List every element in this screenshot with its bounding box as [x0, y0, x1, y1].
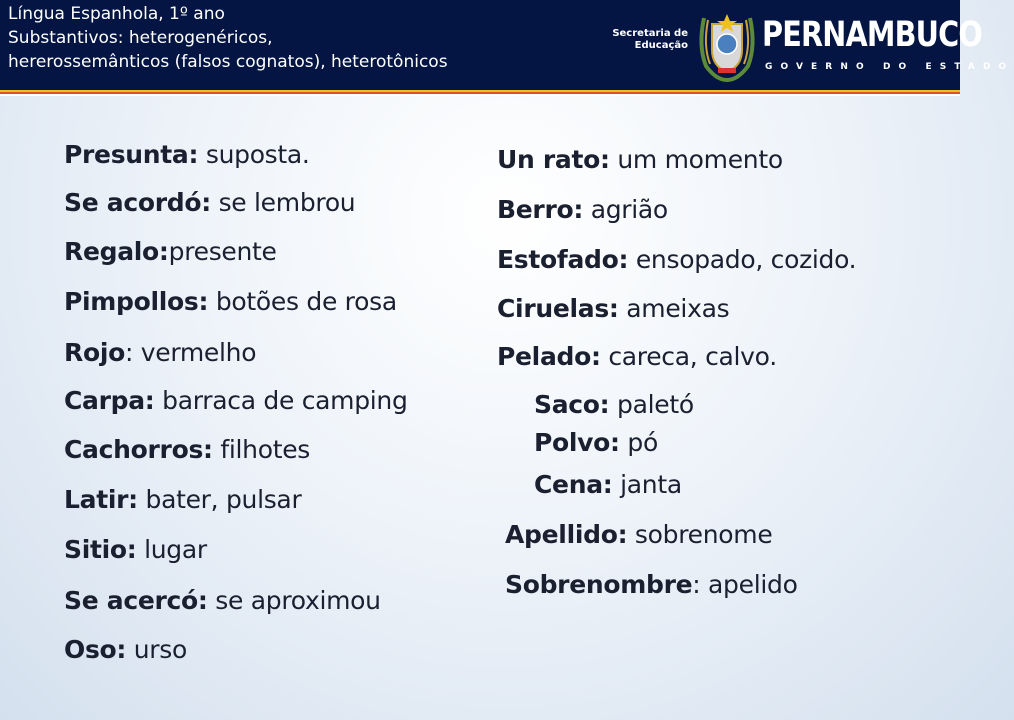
- vocab-meaning: filhotes: [212, 435, 311, 464]
- vocab-entry: [497, 145, 783, 174]
- vocab-entry: [64, 386, 408, 415]
- vocab-term: Apellido:: [505, 520, 628, 549]
- vocab-meaning: um momento: [609, 145, 783, 174]
- vocab-term: Berro:: [497, 195, 584, 224]
- vocab-entry: [64, 535, 207, 564]
- vocab-entry: [64, 237, 277, 266]
- title-line-2: Substantivos: heterogenéricos,: [8, 28, 273, 48]
- vocab-meaning: : vermelho: [124, 338, 257, 367]
- vocab-term: Oso:: [64, 635, 127, 664]
- vocab-entry: [497, 294, 729, 323]
- vocab-meaning: : apelido: [692, 570, 798, 599]
- vocab-entry: [505, 520, 772, 549]
- vocab-meaning: careca, calvo.: [600, 342, 777, 371]
- vocab-term: Presunta:: [64, 140, 199, 169]
- vocab-term: Sitio:: [64, 535, 137, 564]
- vocab-meaning: paletó: [609, 390, 694, 419]
- title-line-1: Língua Espanhola, 1º ano: [8, 4, 225, 24]
- vocab-entry: [505, 570, 798, 599]
- state-seal-icon: [694, 10, 760, 82]
- vocab-entry: [534, 390, 694, 419]
- vocab-entry: [64, 635, 187, 664]
- header-banner: [0, 0, 1014, 90]
- vocab-meaning: ameixas: [618, 294, 730, 323]
- vocab-term: Pimpollos:: [64, 287, 209, 316]
- vocab-term: Ciruelas:: [497, 294, 619, 323]
- title-line-3: hererossemânticos (falsos cognatos), heterotônicos: [8, 52, 448, 72]
- vocab-meaning: urso: [126, 635, 187, 664]
- vocab-term: Saco:: [534, 390, 610, 419]
- vocab-meaning: ensopado, cozido.: [628, 245, 857, 274]
- vocab-meaning: bater, pulsar: [137, 485, 302, 514]
- vocab-term: Carpa:: [64, 386, 155, 415]
- vocab-entry: [497, 195, 668, 224]
- vocab-entry: [64, 435, 310, 464]
- vocab-meaning: janta: [612, 470, 682, 499]
- vocab-entry: [64, 287, 397, 316]
- vocab-meaning: pó: [619, 428, 658, 457]
- vocab-entry: [64, 188, 355, 217]
- vocab-term: Cachorros:: [64, 435, 213, 464]
- brand-name: PERNAMBUCO: [762, 15, 982, 55]
- vocab-term: Cena:: [534, 470, 613, 499]
- secretaria-line-1: Secretaria de: [612, 28, 688, 39]
- vocab-meaning: agrião: [583, 195, 668, 224]
- secretaria-label: [608, 28, 688, 52]
- header-stripes: [0, 90, 960, 96]
- vocab-entry: [497, 245, 856, 274]
- vocab-entry: [534, 470, 682, 499]
- stripe-white: [0, 94, 960, 96]
- vocab-meaning: se lembrou: [210, 188, 356, 217]
- vocab-meaning: se aproximou: [207, 586, 381, 615]
- vocab-term: Latir:: [64, 485, 138, 514]
- vocab-term: Estofado:: [497, 245, 629, 274]
- brand-subtitle: GOVERNO DO ESTADO: [765, 62, 1014, 72]
- vocab-entry: [64, 485, 301, 514]
- vocab-entry: [534, 428, 658, 457]
- secretaria-line-2: Educação: [634, 40, 688, 51]
- vocab-meaning: presente: [168, 237, 277, 266]
- vocab-term: Pelado:: [497, 342, 601, 371]
- vocab-meaning: sobrenome: [627, 520, 773, 549]
- vocab-entry: [64, 338, 256, 367]
- vocab-term: Un rato:: [497, 145, 610, 174]
- vocab-term: Se acercó:: [64, 586, 208, 615]
- vocab-term: Polvo:: [534, 428, 620, 457]
- slide-title: [8, 2, 448, 74]
- vocab-term: Sobrenombre: [505, 570, 693, 599]
- vocab-meaning: suposta.: [198, 140, 310, 169]
- vocab-term: Rojo: [64, 338, 125, 367]
- vocab-meaning: lugar: [136, 535, 207, 564]
- vocab-meaning: botões de rosa: [208, 287, 397, 316]
- vocab-term: Se acordó:: [64, 188, 211, 217]
- vocab-entry: [497, 342, 777, 371]
- vocab-meaning: barraca de camping: [154, 386, 408, 415]
- vocab-entry: [64, 140, 310, 169]
- vocab-entry: [64, 586, 381, 615]
- vocab-term: Regalo:: [64, 237, 169, 266]
